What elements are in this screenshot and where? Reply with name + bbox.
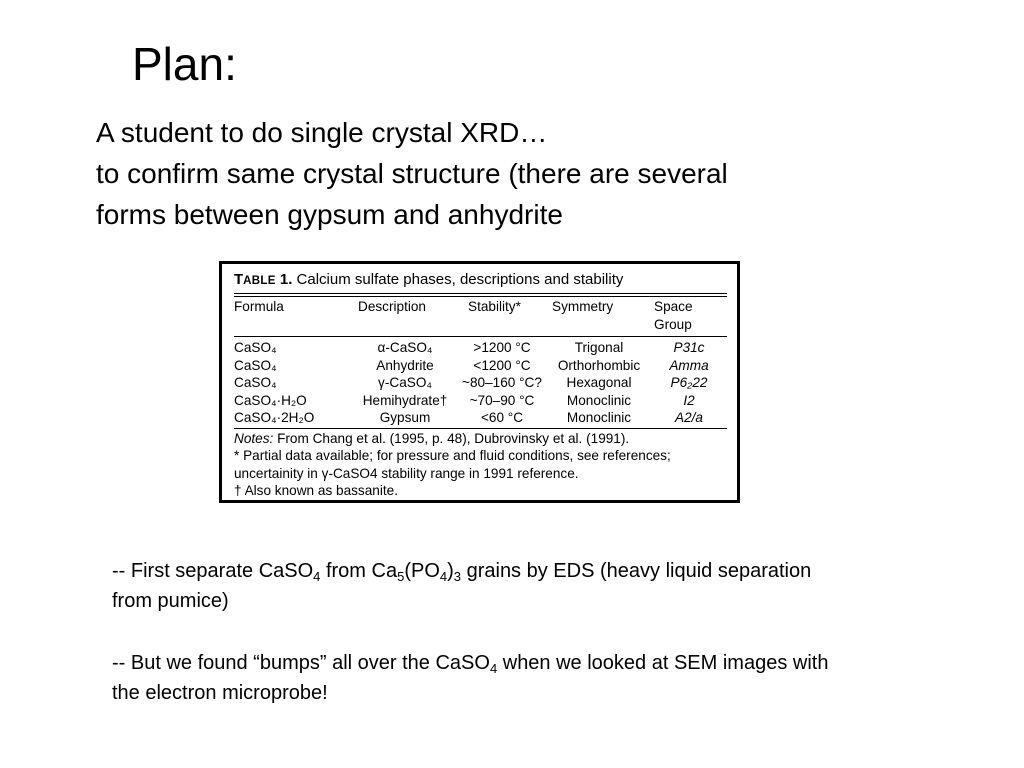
table-label: TABLE 1. (234, 271, 293, 288)
table-cell-space-group: Amma (669, 357, 709, 373)
notes-text: From Chang et al. (1995, p. 48), Dubrovinsky et al. (1991). (277, 430, 630, 446)
table-cell-formula: CaSO₄ (234, 357, 277, 373)
notes-line-2: * Partial data available; for pressure and fluid conditions, see references; (234, 448, 671, 464)
intro-line-3: forms between gypsum and anhydrite (96, 199, 563, 230)
table-cell-symmetry: Monoclinic (566, 410, 632, 426)
table-cell-space-group: P31c (673, 340, 705, 355)
notes-label: Notes: (234, 430, 274, 446)
table-body (234, 337, 727, 428)
table-cell-formula: CaSO₄·2H₂O (234, 410, 315, 426)
table-cell-space-group: A2/a (675, 410, 703, 426)
intro-line-2: to confirm same crystal structure (there are several (96, 158, 728, 189)
table-cell-description: α-CaSO₄ (377, 340, 433, 355)
table-cell-stability: <1200 °C (473, 357, 531, 373)
table-cell-symmetry: Hexagonal (566, 375, 632, 391)
notes-line-1 (234, 430, 727, 447)
table-cell-symmetry: Trigonal (574, 340, 624, 355)
bullet-item-separation: -- First separate CaSO$_4$ from $Ca_5(PO_4)_3$ grains by EDS (heavy liquid separation from pumice) (112, 560, 812, 612)
table-cell-formula: CaSO₄ (234, 375, 277, 391)
header-stability: Stability* (468, 299, 521, 314)
intro-text (96, 112, 896, 235)
bullet-item-bumps: -- But we found “bumps” all over the CaSO$_4$ when we looked at SEM images with the electron microprobe! (112, 652, 829, 704)
table-caption-text: Calcium sulfate phases, descriptions and stability (296, 271, 624, 288)
table-cell-symmetry: Monoclinic (566, 392, 632, 408)
header-symmetry: Symmetry (552, 299, 614, 314)
intro-line-1: A student to do single crystal XRD… (96, 117, 548, 148)
table-cell-description: γ-CaSO₄ (378, 375, 432, 391)
header-space-group: Space Group (654, 299, 693, 332)
header-formula: Formula (234, 299, 284, 314)
table-header-row (234, 297, 727, 336)
table-cell-formula: CaSO₄·H₂O (234, 392, 307, 408)
slide-title: Plan: (132, 38, 237, 90)
table-cell-stability: ~70–90 °C (469, 392, 535, 408)
bullet-list (112, 556, 852, 740)
table-cell-stability: <60 °C (480, 410, 524, 426)
calcium-sulfate-table-image (219, 261, 740, 503)
table-cell-stability: >1200 °C (473, 340, 531, 355)
table-notes (234, 429, 727, 500)
table-cell-stability: ~80–160 °C? (462, 375, 542, 391)
header-description: Description (358, 299, 426, 314)
table-cell-description: Anhydrite (376, 357, 434, 373)
table-cell-description: Gypsum (379, 410, 431, 426)
table-cell-description: Hemihydrate† (362, 392, 448, 408)
notes-line-4: † Also known as bassanite. (234, 483, 398, 499)
table-cell-formula: CaSO₄ (234, 340, 277, 355)
table-cell-space-group: P6₂22 (670, 375, 708, 391)
notes-line-3: uncertainity in γ-CaSO4 stability range in 1991 reference. (234, 465, 579, 481)
table-cell-space-group: I2 (683, 392, 695, 408)
table-caption (234, 270, 727, 291)
table-cell-symmetry: Orthorhombic (557, 357, 641, 373)
